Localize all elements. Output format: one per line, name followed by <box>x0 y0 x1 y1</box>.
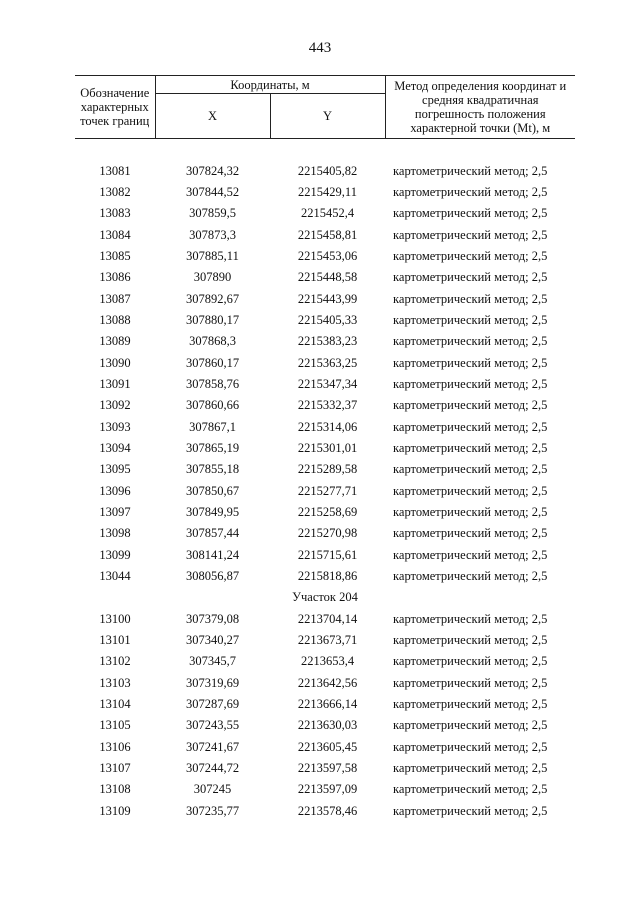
table-row <box>75 438 575 459</box>
table-row <box>75 737 575 758</box>
header-coordinates: Координаты, м <box>155 76 385 94</box>
table-row <box>75 352 575 373</box>
table-header <box>75 76 575 139</box>
cell-method: картометрический метод; 2,5 <box>393 248 548 263</box>
cell-point: 13083 <box>99 206 131 221</box>
cell-x: 307855,18 <box>185 462 240 477</box>
cell-method: картометрический метод; 2,5 <box>393 483 548 498</box>
cell-y: 2215301,01 <box>297 440 358 455</box>
cell-y: 2213653,4 <box>300 654 355 669</box>
table-row <box>75 502 575 523</box>
cell-method: картометрический метод; 2,5 <box>393 206 548 221</box>
cell-y: 2215258,69 <box>297 505 358 520</box>
cell-x: 307340,27 <box>185 633 240 648</box>
cell-method: картометрический метод; 2,5 <box>393 675 548 690</box>
cell-point: 13108 <box>99 782 131 797</box>
table-row <box>75 779 575 800</box>
cell-y: 2215405,33 <box>297 312 358 327</box>
cell-point: 13101 <box>99 633 131 648</box>
cell-point: 13091 <box>99 376 131 391</box>
cell-y: 2213666,14 <box>297 697 358 712</box>
cell-point: 13106 <box>99 739 131 754</box>
cell-y: 2215715,61 <box>297 547 358 562</box>
cell-method: картометрический метод; 2,5 <box>393 355 548 370</box>
table-row <box>75 224 575 245</box>
cell-method: картометрический метод; 2,5 <box>393 270 548 285</box>
cell-method: картометрический метод; 2,5 <box>393 697 548 712</box>
header-point-designation: Обозначение характерных точек границ <box>75 76 155 139</box>
cell-x: 308056,87 <box>185 569 240 584</box>
cell-method: картометрический метод; 2,5 <box>393 505 548 520</box>
cell-x: 307345,7 <box>189 654 236 669</box>
cell-y: 2215347,34 <box>297 376 358 391</box>
cell-point: 13087 <box>99 291 131 306</box>
cell-y: 2215363,25 <box>297 355 358 370</box>
cell-y: 2213673,71 <box>297 633 358 648</box>
cell-x: 307379,08 <box>185 611 240 626</box>
cell-method: картометрический метод; 2,5 <box>393 227 548 242</box>
cell-point: 13105 <box>99 718 131 733</box>
header-x: X <box>155 94 270 139</box>
cell-point: 13102 <box>99 654 131 669</box>
cell-x: 307880,17 <box>185 312 240 327</box>
cell-y: 2215452,4 <box>300 206 355 221</box>
cell-point: 13095 <box>99 462 131 477</box>
cell-x: 307243,55 <box>185 718 240 733</box>
cell-x: 307865,19 <box>185 440 240 455</box>
cell-y: 2215289,58 <box>297 462 358 477</box>
cell-y: 2213704,14 <box>297 611 358 626</box>
cell-y: 2215314,06 <box>297 419 358 434</box>
cell-point: 13084 <box>99 227 131 242</box>
cell-y: 2215429,11 <box>298 184 357 199</box>
cell-y: 2215405,82 <box>297 163 358 178</box>
cell-point: 13104 <box>99 697 131 712</box>
cell-y: 2213642,56 <box>297 675 358 690</box>
cell-point: 13093 <box>99 419 131 434</box>
table-row <box>75 523 575 544</box>
spacer-row <box>75 139 575 161</box>
cell-point: 13107 <box>99 761 131 776</box>
table-row <box>75 459 575 480</box>
cell-method: картометрический метод; 2,5 <box>393 761 548 776</box>
cell-point: 13096 <box>99 483 131 498</box>
cell-point: 13086 <box>99 270 131 285</box>
table-row <box>75 395 575 416</box>
cell-method: картометрический метод; 2,5 <box>393 654 548 669</box>
cell-method: картометрический метод; 2,5 <box>393 184 548 199</box>
cell-point: 13097 <box>99 505 131 520</box>
cell-point: 13103 <box>99 675 131 690</box>
cell-point: 13089 <box>99 334 131 349</box>
cell-x: 307857,44 <box>185 526 240 541</box>
table-row <box>75 651 575 672</box>
cell-x: 307867,1 <box>189 419 236 434</box>
cell-x: 307885,11 <box>186 248 239 263</box>
coordinates-table <box>75 75 575 822</box>
cell-point: 13081 <box>99 163 131 178</box>
table-row <box>75 374 575 395</box>
table-row <box>75 246 575 267</box>
cell-x: 307860,66 <box>185 398 240 413</box>
cell-y: 2213578,46 <box>297 803 358 818</box>
cell-x: 307859,5 <box>189 206 236 221</box>
cell-method: картометрический метод; 2,5 <box>393 462 548 477</box>
table-row <box>75 416 575 437</box>
cell-x: 307868,3 <box>189 334 236 349</box>
cell-method: картометрический метод; 2,5 <box>393 440 548 455</box>
cell-method: картометрический метод; 2,5 <box>393 803 548 818</box>
table-row <box>75 203 575 224</box>
cell-x: 307844,52 <box>185 184 240 199</box>
cell-method: картометрический метод; 2,5 <box>393 376 548 391</box>
table-row <box>75 566 575 587</box>
table-row <box>75 801 575 822</box>
cell-y: 2215277,71 <box>297 483 358 498</box>
cell-method: картометрический метод; 2,5 <box>393 334 548 349</box>
cell-y: 2213630,03 <box>297 718 358 733</box>
cell-x: 307890 <box>193 270 232 285</box>
cell-y: 2215443,99 <box>297 291 358 306</box>
cell-y: 2213597,58 <box>297 761 358 776</box>
cell-method: картометрический метод; 2,5 <box>393 526 548 541</box>
cell-y: 2215332,37 <box>297 398 358 413</box>
table-row <box>75 182 575 203</box>
cell-point: 13109 <box>99 803 131 818</box>
cell-point: 13100 <box>99 611 131 626</box>
header-method: Метод определения координат и средняя квадратичная погрешность положения характерной точки (Mt), м <box>385 76 575 139</box>
cell-point: 13044 <box>99 569 131 584</box>
cell-point: 13098 <box>99 526 131 541</box>
table-row <box>75 288 575 309</box>
cell-method: картометрический метод; 2,5 <box>393 569 548 584</box>
cell-x: 307849,95 <box>185 505 240 520</box>
cell-method: картометрический метод; 2,5 <box>393 718 548 733</box>
cell-y: 2215818,86 <box>297 569 358 584</box>
section-row <box>75 587 575 608</box>
cell-x: 307235,77 <box>185 803 240 818</box>
table-row <box>75 715 575 736</box>
cell-y: 2215453,06 <box>297 248 358 263</box>
cell-method: картометрический метод; 2,5 <box>393 739 548 754</box>
section-title: Участок 204 <box>292 590 358 605</box>
table-row <box>75 310 575 331</box>
cell-method: картометрический метод; 2,5 <box>393 611 548 626</box>
cell-method: картометрический метод; 2,5 <box>393 398 548 413</box>
cell-y: 2213597,09 <box>297 782 358 797</box>
cell-method: картометрический метод; 2,5 <box>393 291 548 306</box>
table-row <box>75 481 575 502</box>
cell-point: 13099 <box>99 547 131 562</box>
cell-y: 2215270,98 <box>297 526 358 541</box>
table-row <box>75 267 575 288</box>
table-row <box>75 545 575 566</box>
cell-method: картометрический метод; 2,5 <box>393 633 548 648</box>
cell-y: 2215383,23 <box>297 334 358 349</box>
cell-x: 308141,24 <box>185 547 240 562</box>
cell-method: картометрический метод; 2,5 <box>393 163 548 178</box>
cell-x: 307850,67 <box>185 483 240 498</box>
cell-method: картометрический метод; 2,5 <box>393 782 548 797</box>
cell-method: картометрический метод; 2,5 <box>393 547 548 562</box>
cell-y: 2213605,45 <box>297 739 358 754</box>
table-row <box>75 331 575 352</box>
cell-y: 2215448,58 <box>297 270 358 285</box>
cell-point: 13094 <box>99 440 131 455</box>
cell-method: картометрический метод; 2,5 <box>393 312 548 327</box>
cell-x: 307244,72 <box>185 761 240 776</box>
page-number: 443 <box>308 40 332 56</box>
cell-y: 2215458,81 <box>297 227 358 242</box>
cell-point: 13082 <box>99 184 131 199</box>
cell-method: картометрический метод; 2,5 <box>393 419 548 434</box>
cell-point: 13088 <box>99 312 131 327</box>
table-body <box>75 139 575 823</box>
cell-x: 307892,67 <box>185 291 240 306</box>
cell-x: 307858,76 <box>185 376 240 391</box>
table-row <box>75 673 575 694</box>
cell-x: 307245 <box>193 782 232 797</box>
table-row <box>75 630 575 651</box>
cell-x: 307287,69 <box>185 697 240 712</box>
table-row <box>75 758 575 779</box>
cell-x: 307873,3 <box>189 227 236 242</box>
cell-x: 307241,67 <box>185 739 240 754</box>
header-y: Y <box>270 94 385 139</box>
cell-x: 307860,17 <box>185 355 240 370</box>
cell-point: 13092 <box>99 398 131 413</box>
table-row <box>75 694 575 715</box>
table-row <box>75 609 575 630</box>
cell-x: 307319,69 <box>185 675 240 690</box>
table-row <box>75 160 575 181</box>
cell-x: 307824,32 <box>185 163 240 178</box>
cell-point: 13090 <box>99 355 131 370</box>
cell-point: 13085 <box>99 248 131 263</box>
